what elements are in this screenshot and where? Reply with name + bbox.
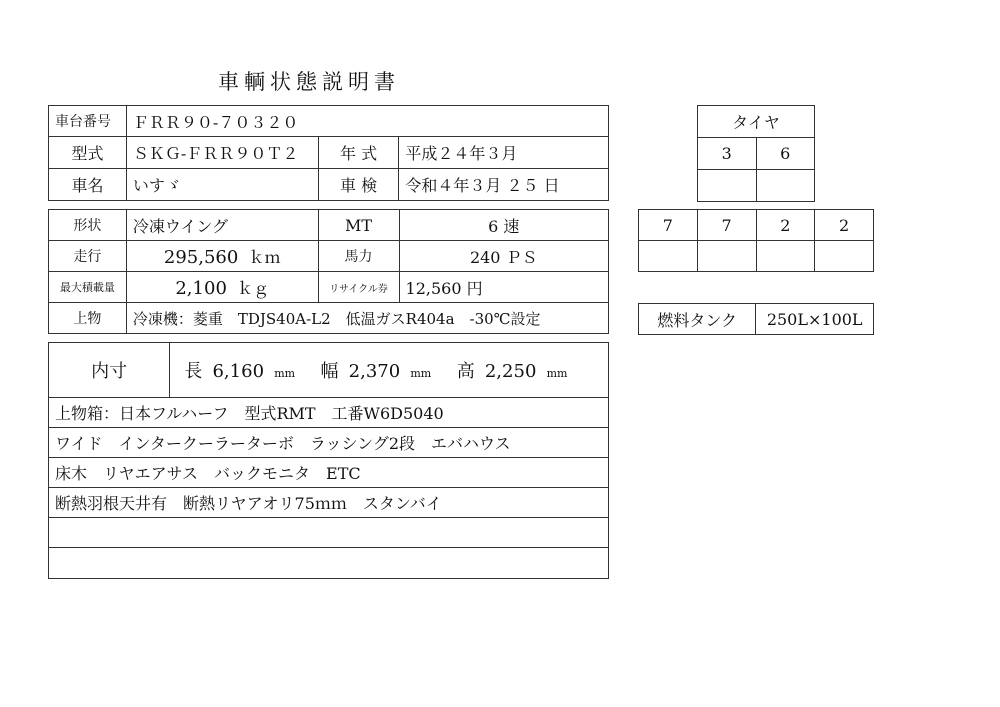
tire-front-empty-right [756,170,815,202]
length-label: 長 [184,361,203,382]
body-label: 上物 [49,303,127,334]
note-line-1: 上物箱：日本フルハーフ 型式RMT 工番W6D5040 [49,398,609,428]
tire-rear-1: 7 [639,210,698,241]
tire-label: タイヤ [698,106,815,138]
note-line-6 [49,548,609,579]
mileage-value: 295,560 [163,246,239,268]
mileage-cell [126,241,318,272]
mt-label: MT [318,210,399,241]
tire-rear-empty-2 [697,241,756,272]
mt-value: 6 速 [399,210,608,241]
height-label: 高 [456,361,475,382]
document-title: 車輌状態説明書 [218,70,400,94]
height-unit: mm [546,367,568,380]
body-value: 冷凍機：菱重 TDJS40A-L2 低温ガスR404a -30℃設定 [126,303,608,334]
width-label: 幅 [320,361,339,382]
shape-label: 形状 [49,210,127,241]
length-unit: mm [274,367,296,380]
mileage-unit: ｋｍ [248,247,281,267]
tire-front-left: 3 [698,138,757,170]
note-line-2: ワイド インタークーラーターボ ラッシング2段 エバハウス [49,428,609,458]
tire-rear-3: 2 [756,210,815,241]
recycle-label: リサイクル券 [318,272,399,303]
max-load-label: 最大積載量 [49,272,127,303]
fuel-tank-table [638,303,874,335]
vehicle-name-label: 車名 [49,169,127,201]
horsepower-value: 240 ＰＳ [399,241,608,272]
inner-dimensions-label: 内寸 [49,343,170,398]
tire-rear-4: 2 [815,210,874,241]
max-load-cell [126,272,318,303]
fuel-tank-value: 250L×100L [756,304,874,335]
chassis-number-value: ＦＲＲ９０-７０３２０ [126,106,608,137]
tire-front-empty-left [698,170,757,202]
shape-value: 冷凍ウイング [126,210,318,241]
year-value: 平成２４年３月 [399,137,609,169]
note-line-5 [49,518,609,548]
tire-front-table [697,105,815,202]
tire-rear-empty-1 [639,241,698,272]
max-load-unit: ｋｇ [237,278,270,298]
mileage-label: 走行 [49,241,127,272]
inspection-value: 令和４年３月 ２５ 日 [399,169,609,201]
tire-rear-2: 7 [697,210,756,241]
model-label: 型式 [49,137,127,169]
vehicle-name-value: いすゞ [126,169,318,201]
fuel-tank-label: 燃料タンク [639,304,756,335]
recycle-value: 12,560 円 [399,272,608,303]
note-line-4: 断熱羽根天井有 断熱リヤアオリ75ｍｍ スタンバイ [49,488,609,518]
dimensions-notes-table [48,342,609,579]
length-value: 6,160 [212,361,265,382]
width-unit: mm [410,367,432,380]
inner-dimensions-values [170,343,609,398]
inspection-label: 車 検 [318,169,399,201]
tire-front-right: 6 [756,138,815,170]
note-line-3: 床木 リヤエアサス バックモニタ ETC [49,458,609,488]
horsepower-label: 馬力 [318,241,399,272]
width-value: 2,370 [348,361,401,382]
chassis-number-label: 車台番号 [49,106,127,137]
tire-rear-empty-3 [756,241,815,272]
vehicle-info-table [48,105,609,201]
tire-rear-table [638,209,874,272]
height-value: 2,250 [484,361,537,382]
tire-rear-empty-4 [815,241,874,272]
spec-table [48,209,609,334]
max-load-value: 2,100 [175,277,227,299]
year-label: 年 式 [318,137,399,169]
model-value: ＳＫＧ-ＦＲＲ９０Ｔ２ [126,137,318,169]
